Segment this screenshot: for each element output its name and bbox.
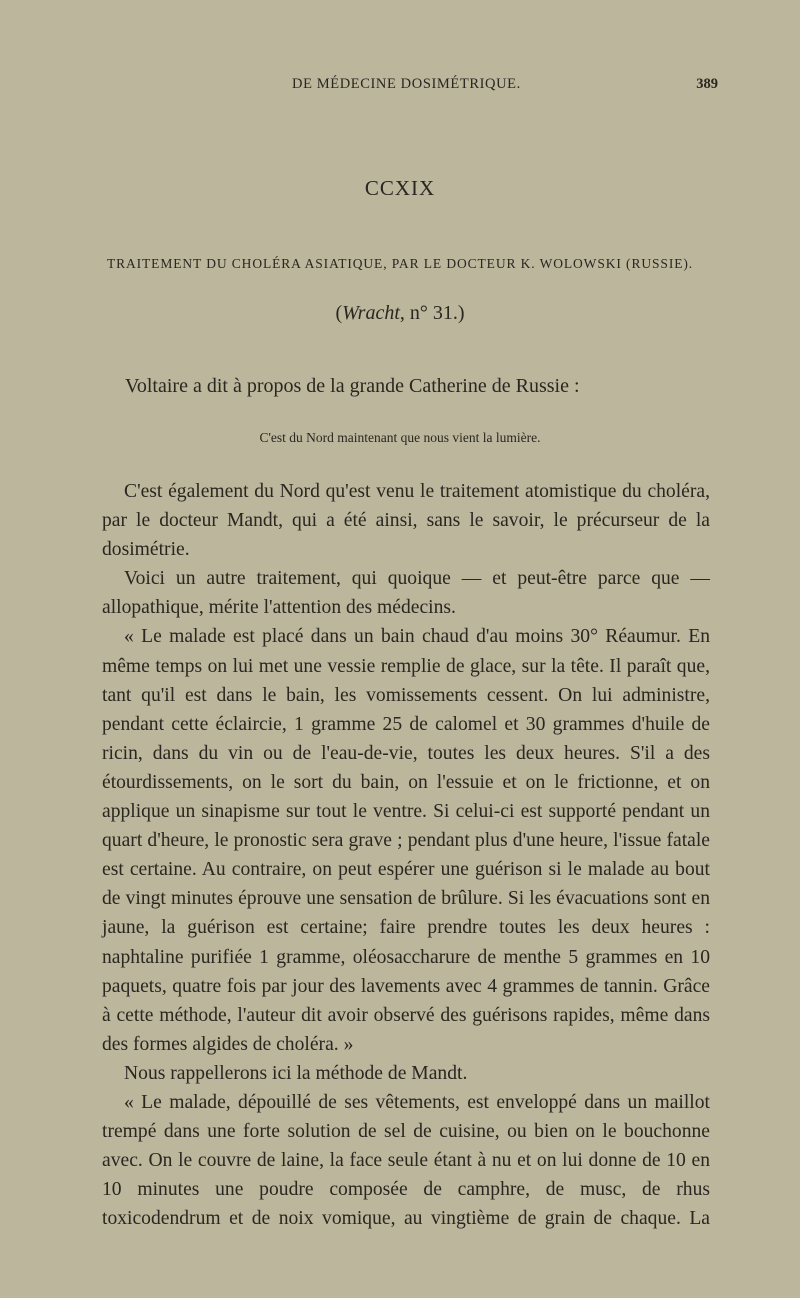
epigraph-quote: C'est du Nord maintenant que nous vient la lumière. [259,430,541,445]
paragraph: « Le malade, dépouillé de ses vêtements, est enveloppé dans un maillot trempé dans une forte solution de sel de cuisine, ou bien on le bouchonne avec. On le couvre de laine, la face seule étant à nu et on lui donne de 10 en 10 minutes une poudre composée de camphre, de musc, de rhus toxicodendrum et de noix vomique, au vingtième de grain de chaque. La [102,1091,710,1230]
source-citation: (Wracht, n° 31.) [335,302,465,324]
running-title: DE MÉDECINE DOSIMÉTRIQUE. [292,76,521,92]
page-header [0,76,800,100]
source-issue: , n° 31. [399,302,458,324]
body-text [102,477,710,1233]
intro-line: Voltaire a dit à propos de la grande Catherine de Russie : [125,375,580,397]
paragraph: « Le malade est placé dans un bain chaud d'au moins 30° Réaumur. En même temps on lui met une vessie remplie de glace, sur la tête. Il paraît que, tant qu'il est dans le bain, les vomissements cessent. On lui administre, pendant cette éclaircie, 1 gramme 25 de calomel et 30 grammes d'huile de ricin, dans du vin ou de l'eau-de-vie, toutes les deux heures. S'il a des étourdissements, on le sort du bain, on l'essuie et on le frictionne, et on applique un sinapisme sur tout le ventre. Si celui-ci est supporté pendant un quart d'heure, le pronostic sera grave ; pendant plus d'une heure, l'issue fatale est certaine. Au contraire, on peut espérer une guérison si le malade au bout de vingt minutes éprouve une sensation de brûlure. Si les évacuations sont en jaune, la guérison est certaine; faire prendre toutes les deux heures : naphtaline purifiée 1 gramme, oléosaccharure de menthe 5 grammes en 10 paquets, quatre fois par jour des lavements avec 4 grammes de tannin. Grâce à cette méthode, l'auteur dit avoir observé des guérisons rapides, même dans des formes algides de choléra. » [102,626,710,1055]
source-journal: Wracht [342,302,400,324]
chapter-title: TRAITEMENT DU CHOLÉRA ASIATIQUE, PAR LE DOCTEUR K. WOLOWSKI (RUSSIE). [106,256,694,271]
chapter-number: CCXIX [364,176,436,200]
paragraph: Nous rappellerons ici la méthode de Mandt. [124,1062,468,1084]
paragraph: Voici un autre traitement, qui quoique — et peut-être parce que — allopathique, mérite l'attention des médecins. [102,568,710,619]
paragraph: C'est également du Nord qu'est venu le traitement atomistique du choléra, par le docteur Mandt, qui a été ainsi, sans le savoir, le précurseur de la dosimétrie. [102,481,710,561]
page-number: 389 [696,76,718,92]
